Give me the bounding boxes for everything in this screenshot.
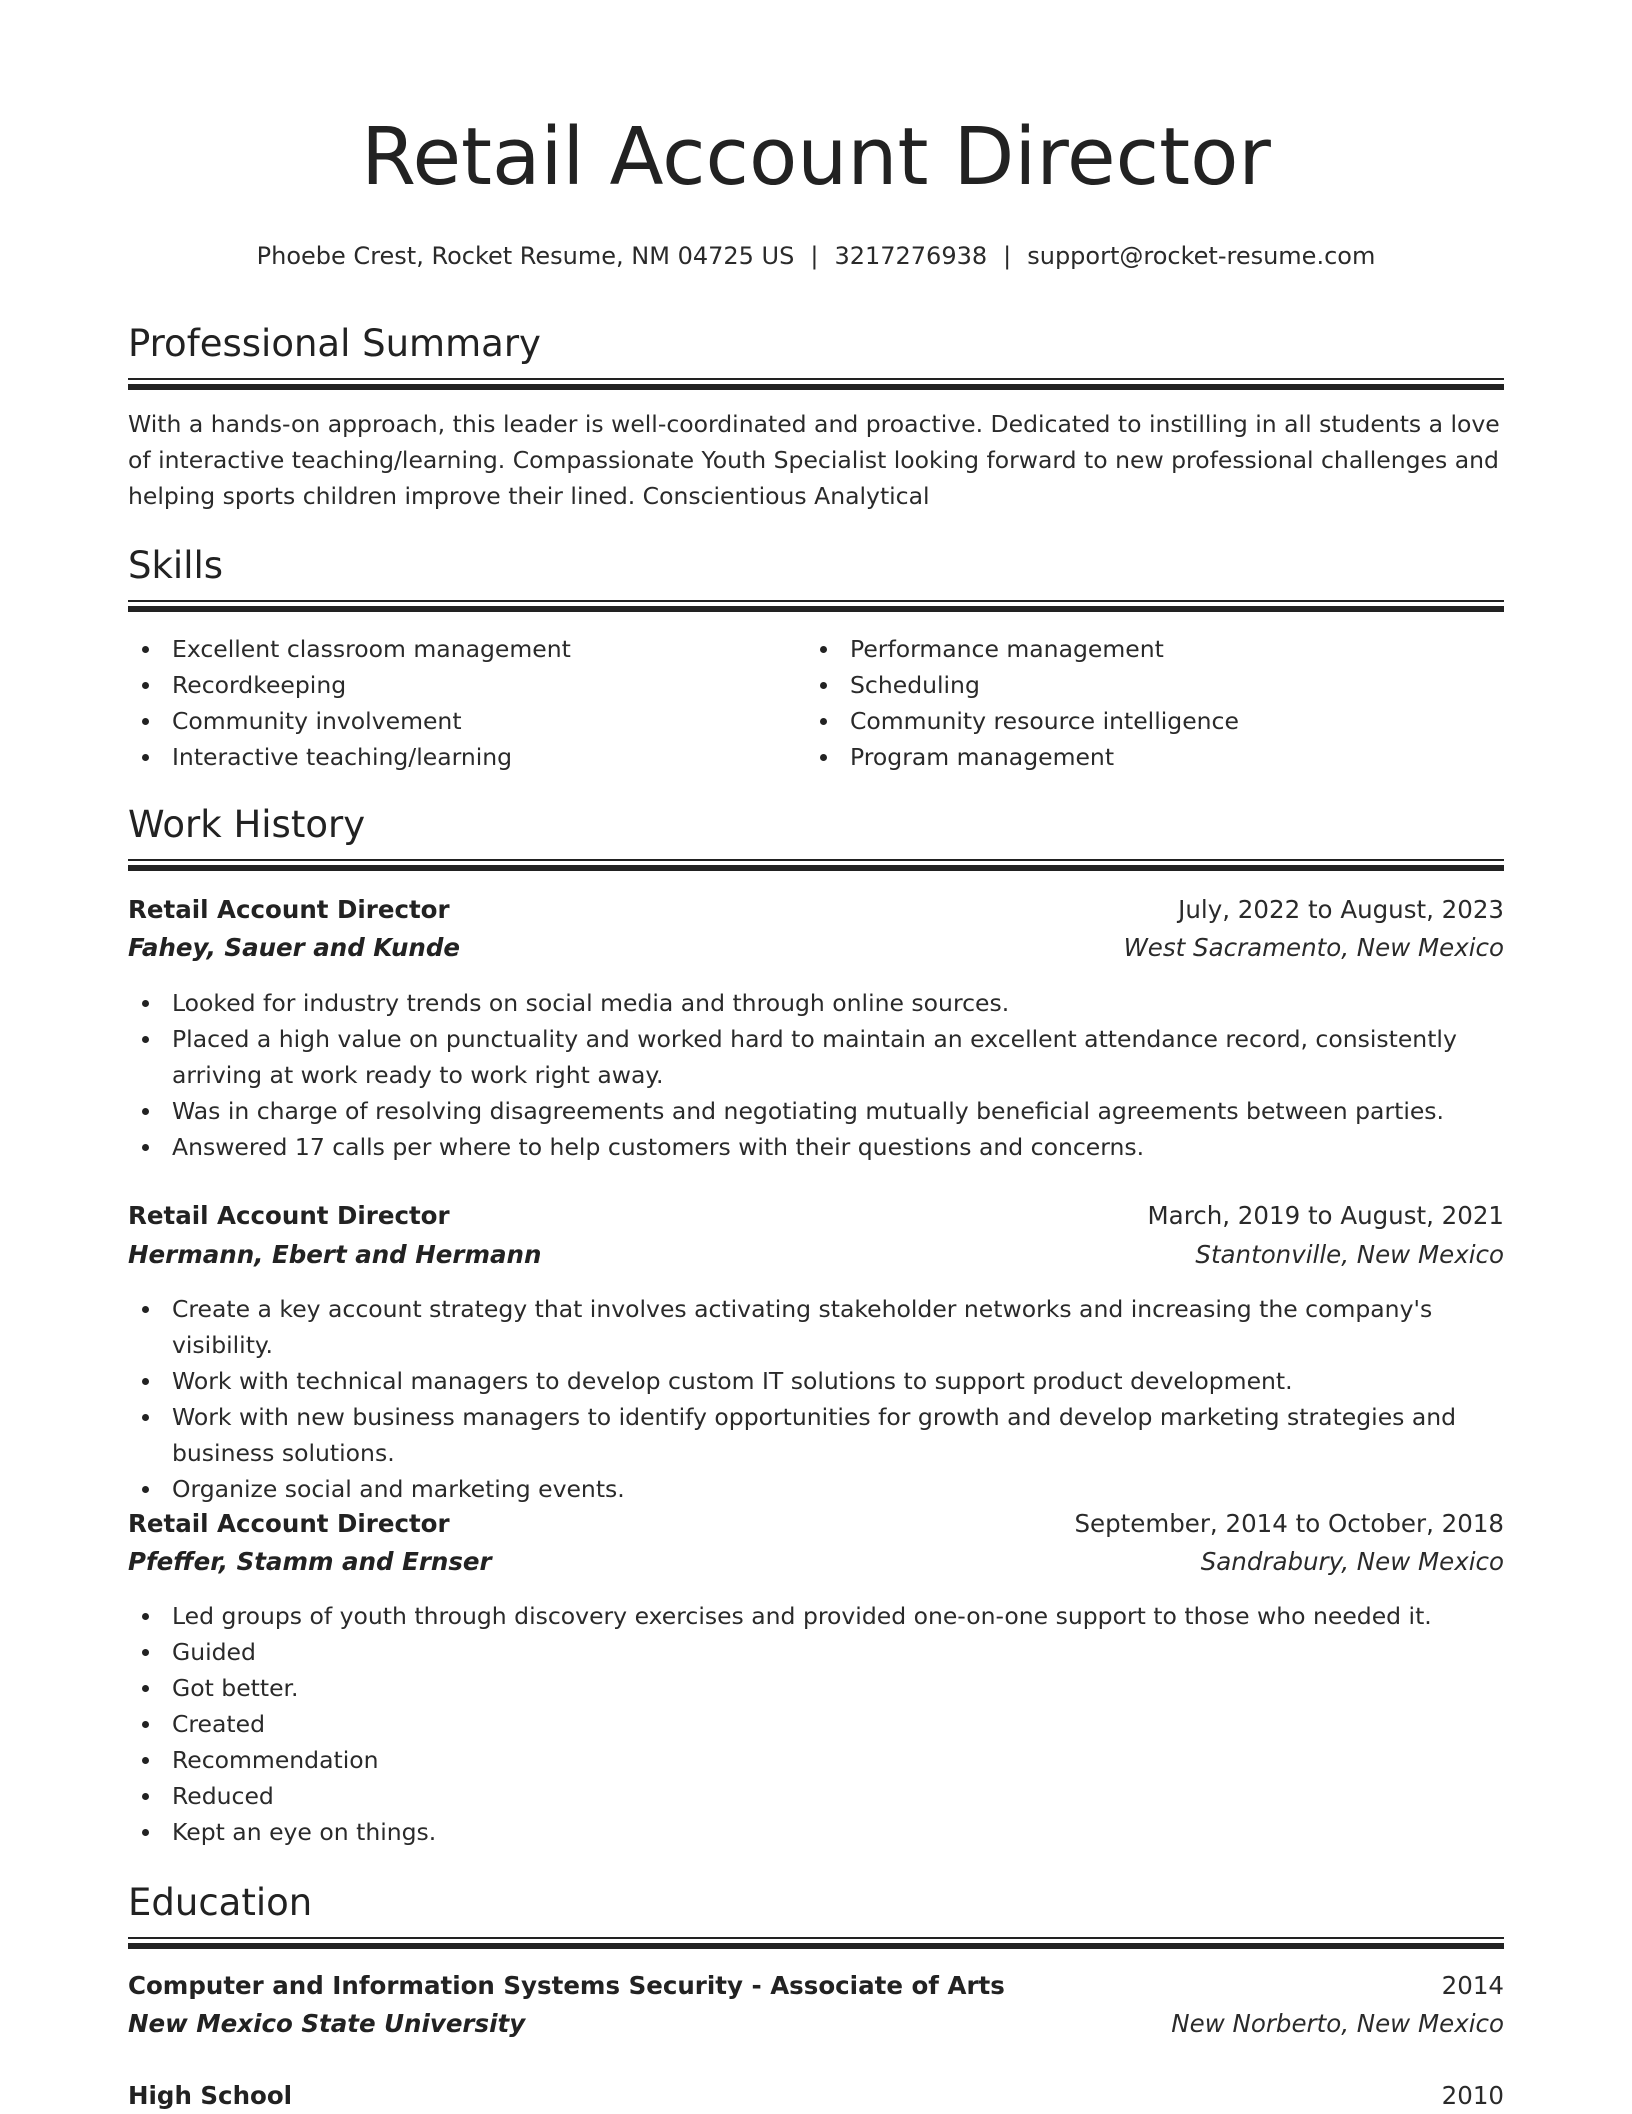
skill-item: Program management	[806, 739, 1504, 775]
job-bullet: Organize social and marketing events.	[128, 1471, 1504, 1507]
job-bullet: Create a key account strategy that involves activating stakeholder networks and increasing the company's visibility.	[128, 1291, 1504, 1363]
resume-title: Retail Account Director	[361, 111, 1271, 203]
job-bullet: Led groups of youth through discovery exercises and provided one-on-one support to those who needed it.	[128, 1598, 1504, 1634]
job-bullet: Created	[128, 1706, 1504, 1742]
skills-heading: Skills	[128, 544, 224, 587]
job-title: Retail Account Director	[128, 1509, 450, 1538]
work-heading: Work History	[128, 803, 366, 846]
skill-item: Interactive teaching/learning	[128, 739, 788, 775]
contact-separator: |	[1003, 242, 1012, 270]
job-bullet: Work with new business managers to identify opportunities for growth and develop marketing strategies and business solutions.	[128, 1399, 1504, 1471]
education-heading: Education	[128, 1881, 313, 1924]
contact-line	[0, 240, 1632, 272]
job-dates: September, 2014 to October, 2018	[1074, 1509, 1504, 1538]
education-subheader	[128, 2006, 1504, 2042]
skills-list-right	[806, 631, 1504, 775]
section-divider	[128, 378, 1504, 390]
education-header	[128, 1968, 1504, 2004]
job-subheader	[128, 1237, 1504, 1273]
job-bullet: Answered 17 calls per where to help customers with their questions and concerns.	[128, 1129, 1504, 1165]
job-header	[128, 1198, 1504, 1234]
education-degree: High School	[128, 2081, 293, 2110]
job-title: Retail Account Director	[128, 895, 450, 924]
education-year: 2010	[1441, 2081, 1504, 2110]
skill-item: Scheduling	[806, 667, 1504, 703]
education-year: 2014	[1441, 1971, 1504, 2000]
summary-text: With a hands-on approach, this leader is well-coordinated and proactive. Dedicated to instilling in all students a love of interactive teaching/learning. Compassionate Youth Specialist looking forward to new professional challenges and helping sports children improve their lined. Conscientious Analytical	[128, 410, 1500, 510]
contact-address: Phoebe Crest, Rocket Resume, NM 04725 US	[256, 242, 795, 270]
job-bullet: Placed a high value on punctuality and worked hard to maintain an excellent attendance record, consistently arriving at work ready to work right away.	[128, 1021, 1504, 1093]
summary-heading: Professional Summary	[128, 322, 541, 365]
contact-email: support@rocket-resume.com	[1027, 242, 1376, 270]
skill-item: Community resource intelligence	[806, 703, 1504, 739]
job-bullet: Guided	[128, 1634, 1504, 1670]
job-dates: July, 2022 to August, 2023	[1178, 895, 1504, 924]
education-degree: Computer and Information Systems Security - Associate of Arts	[128, 1971, 1005, 2000]
job-header	[128, 892, 1504, 928]
job-bullet: Reduced	[128, 1778, 1504, 1814]
education-header	[128, 2078, 1504, 2114]
job-location: West Sacramento, New Mexico	[1123, 933, 1504, 962]
job-bullet: Got better.	[128, 1670, 1504, 1706]
job-subheader	[128, 930, 1504, 966]
section-divider	[128, 859, 1504, 871]
job-bullet: Work with technical managers to develop custom IT solutions to support product development.	[128, 1363, 1504, 1399]
skill-item: Performance management	[806, 631, 1504, 667]
skill-item: Excellent classroom management	[128, 631, 788, 667]
skill-item: Community involvement	[128, 703, 788, 739]
education-school: New Mexico State University	[128, 2009, 526, 2038]
job-bullet: Recommendation	[128, 1742, 1504, 1778]
job-company: Fahey, Sauer and Kunde	[128, 933, 460, 962]
job-title: Retail Account Director	[128, 1201, 450, 1230]
contact-phone: 3217276938	[834, 242, 988, 270]
job-company: Hermann, Ebert and Hermann	[128, 1240, 542, 1269]
job-dates: March, 2019 to August, 2021	[1147, 1201, 1504, 1230]
job-company: Pfeffer, Stamm and Ernser	[128, 1547, 492, 1576]
section-divider	[128, 1937, 1504, 1949]
skill-item: Recordkeeping	[128, 667, 788, 703]
job-bullets	[128, 985, 1504, 1165]
job-bullet: Looked for industry trends on social media and through online sources.	[128, 985, 1504, 1021]
skills-list-left	[128, 631, 788, 775]
contact-separator: |	[810, 242, 819, 270]
section-divider	[128, 600, 1504, 612]
job-location: Sandrabury, New Mexico	[1200, 1547, 1504, 1576]
job-location: Stantonville, New Mexico	[1195, 1240, 1504, 1269]
job-bullets	[128, 1291, 1504, 1507]
job-bullet: Was in charge of resolving disagreements and negotiating mutually beneficial agreements between parties.	[128, 1093, 1504, 1129]
education-location: New Norberto, New Mexico	[1171, 2009, 1504, 2038]
job-subheader	[128, 1544, 1504, 1580]
job-bullet: Kept an eye on things.	[128, 1814, 1504, 1850]
job-bullets	[128, 1598, 1504, 1850]
job-header	[128, 1506, 1504, 1542]
